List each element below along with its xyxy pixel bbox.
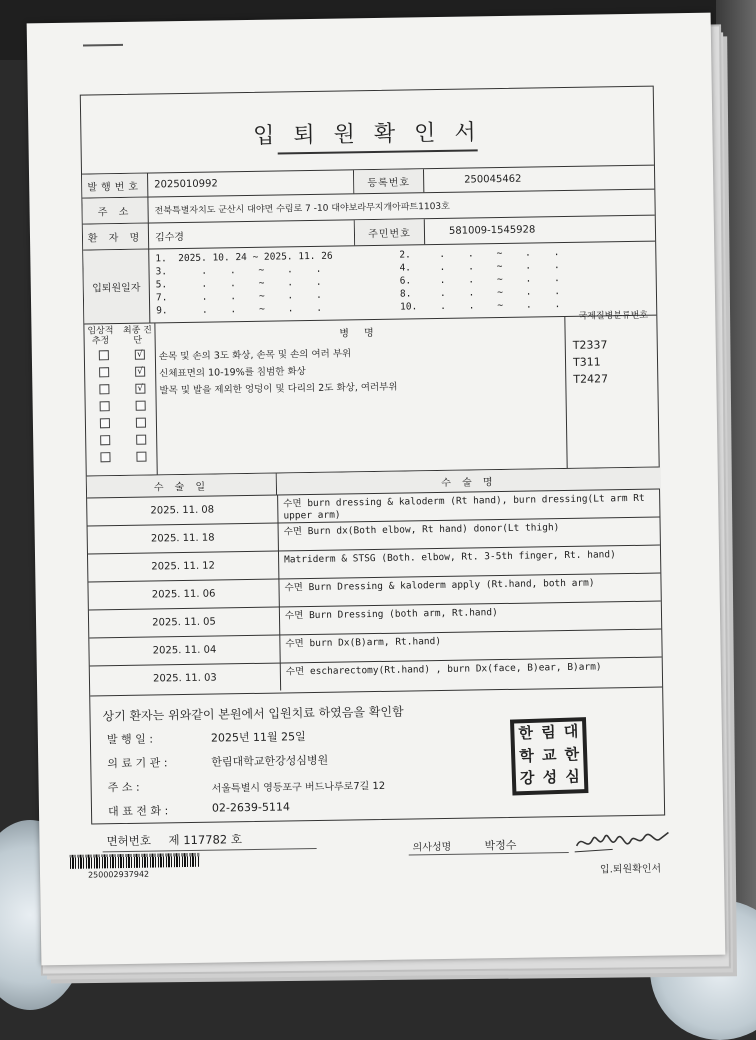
seal-character: 대 [563, 722, 579, 741]
final-checkbox[interactable] [136, 418, 146, 428]
license-number: 제 117782 호 [168, 832, 243, 848]
surgery-name: 수면 Burn Dressing & kaloderm apply (Rt.hand, both arm) [284, 577, 595, 594]
seal-character: 한 [518, 723, 534, 743]
diagnosis-block [84, 310, 658, 476]
surgery-date: 2025. 11. 06 [88, 580, 279, 610]
license-label: 면허번호 [106, 833, 152, 849]
certificate-frame [80, 86, 665, 854]
patient-label: 환 자 명 [83, 224, 149, 250]
issue-date: 2025년 11월 25일 [210, 730, 306, 745]
surgery-name: 수면 burn dressing & kaloderm (Rt hand), burn dressing(Lt arm Rt upper arm) [283, 492, 645, 522]
col-final: 최종 진단 [122, 325, 153, 346]
period-line-6: 6. . . ~ . . [399, 273, 560, 287]
diagnosis-name: 발목 및 발을 제외한 엉덩이 및 다리의 2도 화상, 여러부위 [159, 381, 398, 397]
barcode-number: 250002937942 [87, 869, 150, 880]
icd-code: T311 [572, 355, 601, 369]
surgery-date: 2025. 11. 08 [87, 496, 278, 526]
resident-number: 581009-1545928 [448, 224, 536, 237]
diagnosis-name: 손목 및 손의 3도 화상, 손목 및 손의 여러 부위 [158, 348, 352, 363]
col-code: 국제질병분류번호 [578, 310, 649, 322]
period-line-1: 1. 2025. 10. 24 ~ 2025. 11. 26 [155, 250, 333, 265]
seal-character: 강 [519, 769, 535, 788]
clinical-checkbox[interactable] [99, 367, 109, 377]
surgery-name: Matriderm & STSG (Both. elbow, Rt. 3-5th finger, Rt. hand) [284, 549, 616, 566]
surgery-date: 2025. 11. 04 [89, 636, 280, 666]
clinical-checkbox[interactable] [100, 401, 110, 411]
clinical-checkbox[interactable] [100, 418, 110, 428]
phone: 02-2639-5114 [211, 800, 291, 815]
hospital-seal [510, 717, 588, 795]
issue-number-label: 발행번호 [82, 174, 148, 198]
patient-address: 전북특별자치도 군산시 대야면 수림로 7 -10 대야보라무지개아파트1103호 [154, 201, 450, 217]
title-underline [278, 149, 478, 154]
clinical-checkbox[interactable] [100, 435, 110, 445]
surgery-date-header: 수 술 일 [87, 474, 277, 498]
doctor-label: 의사성명 [412, 841, 452, 854]
seal-character: 학 [518, 746, 535, 765]
period-line-3: 3. . . ~ . . [155, 263, 322, 278]
diag-divider-left [154, 323, 158, 474]
icd-code: T2427 [573, 372, 609, 386]
col-clinical: 임상적 추정 [87, 326, 114, 347]
top-mark [83, 44, 123, 47]
document-title: 입 퇴 원 확 인 서 [252, 120, 482, 149]
period-line-9: 9. . . ~ . . [156, 302, 323, 317]
surgery-date: 2025. 11. 05 [89, 608, 280, 638]
surgery-name-header: 수 술 명 [277, 468, 661, 495]
surgery-date: 2025. 11. 12 [88, 552, 279, 582]
surgery-date: 2025. 11. 03 [90, 664, 281, 694]
document-footer-name: 입.퇴원확인서 [599, 863, 662, 876]
patient-name: 김수경 [149, 220, 355, 248]
period-line-7: 7. . . ~ . . [155, 289, 322, 304]
institution-name: 한림대학교한강성심병원 [211, 753, 329, 769]
final-checkbox[interactable]: √ [135, 367, 145, 377]
institution-label: 의 료 기 관 : [107, 756, 168, 771]
diag-divider-right [564, 317, 568, 468]
registration-number: 250045462 [464, 173, 522, 186]
certificate-page [27, 13, 726, 966]
surgery-name: 수면 burn Dx(B)arm, Rt.hand) [285, 635, 442, 650]
final-checkbox[interactable]: √ [135, 350, 145, 360]
period-line-10: 10. . . ~ . . [400, 299, 561, 313]
icd-code: T2337 [572, 338, 608, 352]
period-line-4: 4. . . ~ . . [399, 260, 560, 274]
surgery-name: 수면 escharectomy(Rt.hand) , burn Dx(face, B)ear, B)arm) [285, 661, 602, 678]
final-checkbox[interactable] [136, 452, 146, 462]
seal-character: 심 [565, 767, 581, 787]
period-line-8: 8. . . ~ . . [399, 286, 561, 300]
seal-character: 한 [564, 744, 580, 764]
statement: 상기 환자는 위와같이 본원에서 입원치료 하였음을 확인함 [102, 704, 404, 724]
surgery-date: 2025. 11. 18 [88, 524, 279, 554]
period-label: 입퇴원일자 [83, 250, 150, 324]
issue-date-label: 발 행 일 : [106, 732, 154, 747]
final-checkbox[interactable] [136, 401, 146, 411]
seal-character: 교 [541, 745, 557, 765]
col-disease: 병 명 [339, 327, 380, 340]
phone-label: 대 표 전 화 : [107, 804, 169, 819]
surgery-name: 수면 Burn Dressing (both arm, Rt.hand) [284, 607, 498, 622]
seal-character: 성 [542, 768, 558, 787]
resident-label: 주민번호 [355, 219, 425, 245]
clinical-checkbox[interactable] [99, 384, 109, 394]
issue-number: 2025010992 [148, 170, 354, 196]
clinical-checkbox[interactable] [99, 350, 109, 360]
registration-label: 등록번호 [354, 169, 424, 193]
period-line-5: 5. . . ~ . . [155, 276, 322, 291]
address-label: 주 소 [82, 198, 148, 224]
diagnosis-name: 신체표면의 10-19%를 침범한 화상 [159, 366, 306, 380]
hospital-address: 서울특별시 영등포구 버드나루로7길 12 [211, 780, 386, 795]
hospital-address-label: 주 소 : [107, 780, 140, 795]
period-line-2: 2. . . ~ . . [399, 247, 560, 261]
doctor-name: 박정수 [484, 838, 517, 853]
final-checkbox[interactable]: √ [135, 384, 145, 394]
doctor-signature [572, 822, 673, 858]
seal-character: 림 [540, 723, 556, 742]
surgery-name: 수면 Burn dx(Both elbow, Rt hand) donor(Lt thigh) [283, 522, 560, 538]
clinical-checkbox[interactable] [100, 452, 110, 462]
barcode [70, 853, 200, 869]
final-checkbox[interactable] [136, 435, 146, 445]
